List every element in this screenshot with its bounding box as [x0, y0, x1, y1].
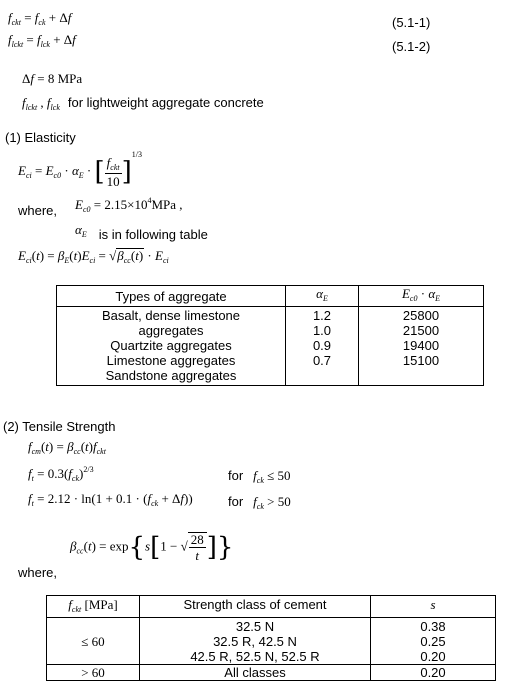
aggregate-type: Sandstone aggregates	[105, 368, 237, 383]
alpha-value: 1.2	[312, 308, 332, 323]
group1-label: ≤ 60	[47, 618, 140, 665]
ec0-unit: MPa	[151, 197, 177, 212]
equation-fctm: $f_{cm}(t) = \beta_{cc}(t)f_{ckt}$	[28, 439, 106, 456]
s-value: 0.38	[420, 619, 446, 634]
condition-1-val: ≤ 50	[267, 468, 291, 483]
ec-value: 25800	[402, 308, 440, 323]
ec-value: 21500	[402, 323, 440, 338]
tensile-where: where,	[18, 565, 58, 580]
equation-fckt: $f_{ckt} = f_{ck} + \Delta f$	[8, 10, 72, 27]
cement-class: 42.5 R, 52.5 N, 52.5 R	[190, 649, 320, 664]
cement-table	[46, 595, 496, 681]
aggregate-type: Quartzite aggregates	[110, 338, 232, 353]
equation-ft-2: $f_t = 2.12 \cdot \ln(1 + 0.1 \cdot (f_{ck} + \Delta f))$	[28, 491, 193, 508]
aggregate-types-cell	[57, 307, 286, 386]
header-ec0-alpha: $E_{c0} \cdot \alpha_E$	[359, 286, 484, 307]
group1-classes	[140, 618, 371, 665]
ft-exp-1: 2/3	[83, 465, 94, 474]
cement-class: 32.5 R, 42.5 N	[213, 634, 297, 649]
condition-2-for: for	[228, 494, 244, 509]
header-alpha: $\alpha_E$	[286, 286, 359, 307]
alpha-note: is in following table	[98, 227, 208, 242]
ec-value: 15100	[402, 353, 440, 368]
header-s: s	[371, 596, 496, 618]
header-strength-class: Strength class of cement	[140, 596, 371, 618]
elasticity-where: where,	[18, 203, 58, 218]
equation-eci-t: $E_{ci}(t) = \beta_E(t)E_{ci} = √\beta_{cc}(t) \cdot E_{ci}$	[18, 248, 169, 265]
ec0-definition: $E_{c0} = 2.15\times 10^4MPa$ ,	[75, 196, 183, 214]
cement-class: 32.5 N	[235, 619, 275, 634]
equation-label-2: (5.1-2)	[392, 39, 431, 54]
tensile-heading: (2) Tensile Strength	[3, 419, 116, 434]
delta-f-definition: Δf = 8 MPa	[22, 71, 83, 86]
equation-ft-1: $f_t = 0.3(f_{ck})^{2/3}$	[28, 465, 94, 483]
equation-label-1: (5.1-1)	[392, 15, 431, 30]
s-value: 0.20	[420, 649, 446, 664]
condition-1: for $f_{ck} \le 50$	[228, 468, 291, 485]
aggregate-type: Limestone aggregates	[106, 353, 236, 368]
group1-s-values	[371, 618, 496, 665]
sqrt-numerator: 28	[190, 532, 204, 547]
header-fckt-unit: [MPa]	[84, 596, 118, 612]
ec-value: 19400	[402, 338, 440, 353]
group2-s: 0.20	[371, 665, 496, 681]
alpha-value: 0.9	[312, 338, 332, 353]
alpha-value: 1.0	[312, 323, 332, 338]
lightweight-line: $f_{lckt}$ , $f_{lck}$ for lightweight aggregate concrete	[22, 95, 264, 112]
ft-coef-1: 0.3	[47, 466, 64, 481]
ec0-exp: 4	[147, 196, 152, 205]
aggregate-type: aggregates	[138, 323, 204, 338]
header-fckt: $f_{ckt}$ [MPa]	[47, 596, 140, 618]
eci-exponent: 1/3	[131, 150, 142, 159]
equation-eci: $E_{ci} = E_{c0} \cdot \alpha_E$ · [ $\frac{f_{ckt}}{10}$ ]$^{1/3}$	[18, 150, 142, 190]
condition-2-val: > 50	[267, 494, 291, 509]
ec0-value: 2.15×10	[104, 197, 148, 212]
delta-f-value: 8 MPa	[47, 71, 83, 86]
group2-label: > 60	[47, 665, 140, 681]
alpha-value: 0.7	[312, 353, 332, 368]
elasticity-heading: (1) Elasticity	[5, 130, 76, 145]
condition-1-for: for	[228, 468, 244, 483]
ft-coef-2: 2.12	[47, 491, 71, 506]
s-value: 0.25	[420, 634, 446, 649]
header-types: Types of aggregate	[57, 286, 286, 307]
condition-2: for $f_{ck} > 50$	[228, 494, 291, 511]
alpha-line: $\alpha_E$ $_{is in following table}$	[75, 222, 208, 242]
equation-flckt: $f_{lckt} = f_{lck} + \Delta f$	[8, 32, 76, 49]
group2-class: All classes	[140, 665, 371, 681]
eci-denominator: 10	[106, 174, 120, 190]
alpha-values-cell	[286, 307, 359, 386]
ec-values-cell	[359, 307, 484, 386]
equation-beta-cc: $\beta_{cc}(t) = \exp\{s[1$ − √ $\frac{28}{t}$ ]}	[70, 532, 234, 563]
aggregate-type: Basalt, dense limestone	[101, 308, 241, 323]
aggregate-table	[56, 285, 484, 386]
lightweight-note: for lightweight aggregate concrete	[67, 95, 264, 110]
